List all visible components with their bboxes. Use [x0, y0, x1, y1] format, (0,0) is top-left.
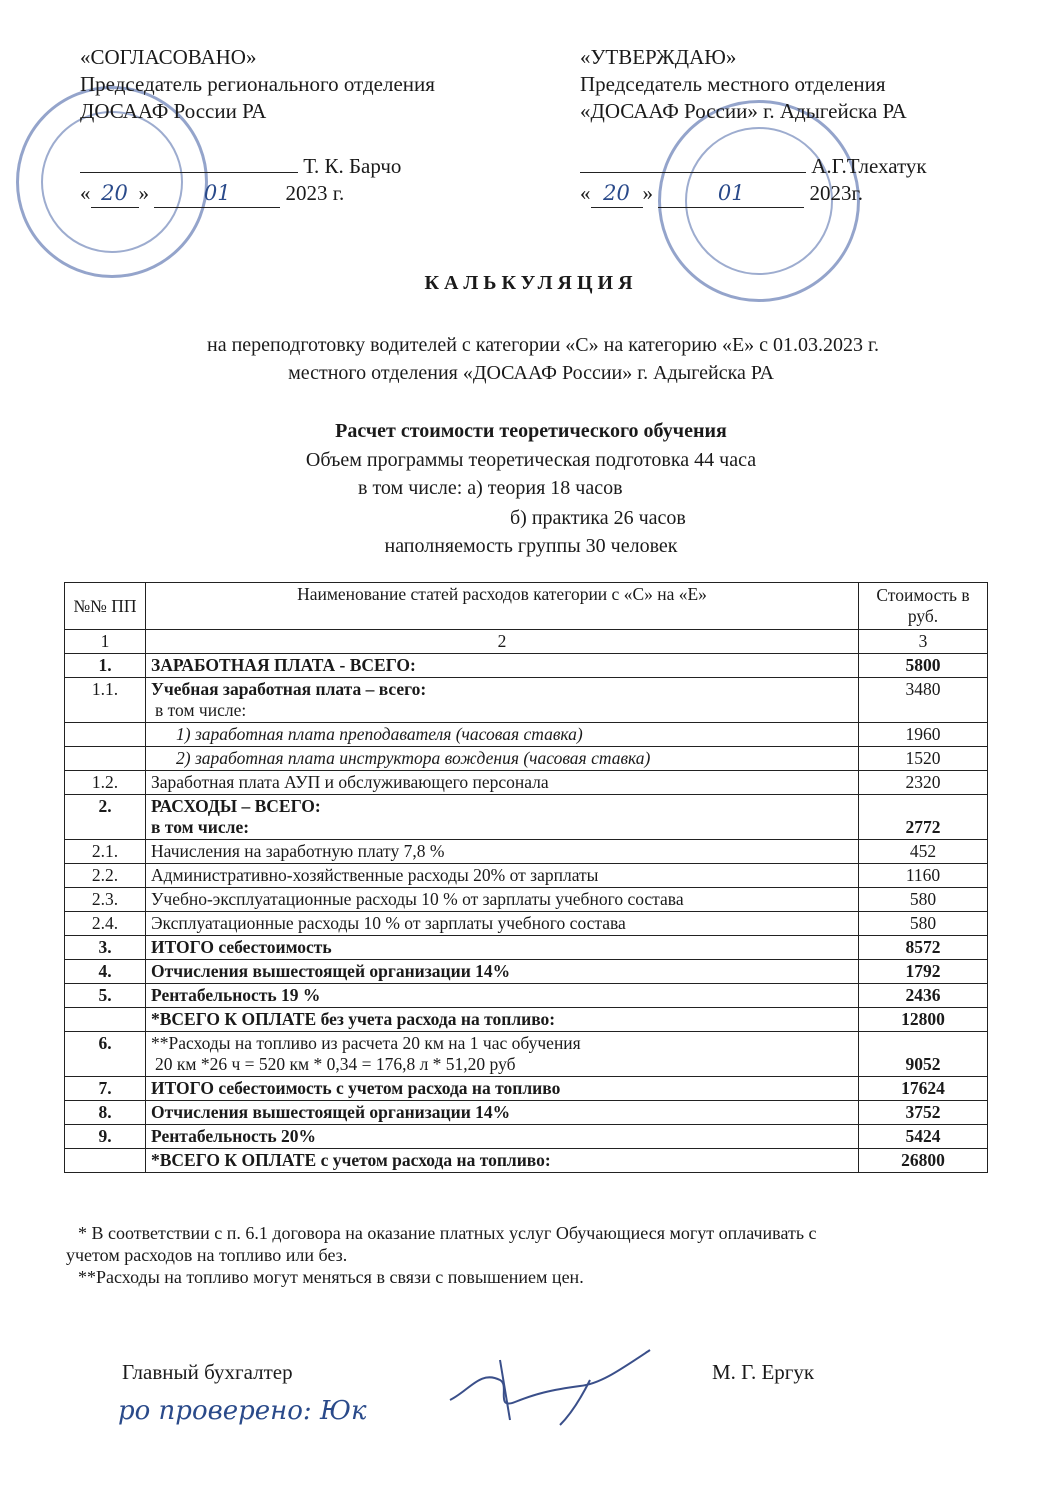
- approve-date-row: « 20 » 01 2023г.: [580, 180, 927, 208]
- approve-block: [580, 44, 927, 208]
- chief-accountant-role: Главный бухгалтер: [122, 1360, 293, 1384]
- subtitle-line1: на переподготовку водителей с категории «С» на категорию «Е» с 01.03.2023 г.: [206, 334, 879, 356]
- table-row: 9. Рентабельность 20% 5424: [65, 1125, 988, 1149]
- agreed-date-month: 01: [154, 180, 280, 208]
- approve-date-year: 2023г.: [809, 181, 863, 205]
- table-row: 5. Рентабельность 19 % 2436: [65, 984, 988, 1008]
- footnote-2: **Расходы на топливо могут меняться в связи с повышением цен.: [78, 1267, 584, 1287]
- footnote-1-line2: учетом расходов на топливо или без.: [66, 1245, 348, 1265]
- signature-scribble: [440, 1340, 660, 1430]
- program-volume: Объем программы теоретическая подготовка 44 часа: [305, 449, 757, 471]
- table-row: 1.2. Заработная плата АУП и обслуживающего персонала 2320: [65, 771, 988, 795]
- table-row: 1) заработная плата преподавателя (часовая ставка) 1960: [65, 723, 988, 747]
- table-row: 2) заработная плата инструктора вождения (часовая ставка) 1520: [65, 747, 988, 771]
- table-row: 7. ИТОГО себестоимость с учетом расхода на топливо 17624: [65, 1077, 988, 1101]
- section-title: Расчет стоимости теоретического обучения: [335, 420, 727, 442]
- calculation-table: [64, 582, 988, 1173]
- table-row: *ВСЕГО К ОПЛАТЕ без учета расхода на топливо: 12800: [65, 1008, 988, 1032]
- approve-label: «УТВЕРЖДАЮ»: [580, 45, 737, 69]
- agreed-block: [80, 44, 435, 208]
- table-row: 8. Отчисления вышестоящей организации 14% 3752: [65, 1101, 988, 1125]
- table-row: 6. **Расходы на топливо из расчета 20 км на 1 час обучения 20 км *26 ч = 520 км * 0,34 = 176,8 л * 51,20 руб 9052: [65, 1032, 988, 1077]
- table-row: 2.4. Эксплуатационные расходы 10 % от зарплаты учебного состава 580: [65, 912, 988, 936]
- document-title: КАЛЬКУЛЯЦИЯ: [424, 272, 638, 294]
- table-row: 2. РАСХОДЫ – ВСЕГО: в том числе: 2772: [65, 795, 988, 840]
- chief-accountant-name: М. Г. Ергук: [712, 1360, 815, 1384]
- table-row: *ВСЕГО К ОПЛАТЕ с учетом расхода на топливо: 26800: [65, 1149, 988, 1173]
- agreed-signature-row: [80, 153, 435, 180]
- column-number-row: 1 2 3: [65, 630, 988, 654]
- agreed-position-line1: Председатель регионального отделения: [80, 72, 435, 96]
- footnote-1-line1: * В соответствии с п. 6.1 договора на оказание платных услуг Обучающиеся могут оплачивать с: [78, 1223, 817, 1243]
- footnotes: [66, 1222, 996, 1288]
- table-row: 3. ИТОГО себестоимость 8572: [65, 936, 988, 960]
- agreed-date-row: « 20 » 01 2023 г.: [80, 180, 435, 208]
- table-row: 1.1. Учебная заработная плата – всего: в том числе: 3480: [65, 678, 988, 723]
- header-name: Наименование статей расходов категории с «С» на «Е»: [146, 583, 859, 630]
- approve-position-line1: Председатель местного отделения: [580, 72, 886, 96]
- approve-signature-row: [580, 153, 927, 180]
- agreed-signer-name: Т. К. Барчо: [303, 154, 402, 178]
- group-size: наполняемость группы 30 человек: [384, 535, 678, 557]
- table-row: 4. Отчисления вышестоящей организации 14% 1792: [65, 960, 988, 984]
- table-row: 2.3. Учебно-эксплуатационные расходы 10 % от зарплаты учебного состава 580: [65, 888, 988, 912]
- table-row: 1. ЗАРАБОТНАЯ ПЛАТА - ВСЕГО: 5800: [65, 654, 988, 678]
- agreed-date-day: 20: [91, 180, 139, 208]
- approve-date-day: 20: [591, 180, 643, 208]
- header-num: №№ ПП: [65, 583, 146, 630]
- agreed-position-line2: ДОСААФ России РА: [80, 99, 267, 123]
- table-row: 2.2. Административно-хозяйственные расходы 20% от зарплаты 1160: [65, 864, 988, 888]
- subtitle-line2: местного отделения «ДОСААФ России» г. Адыгейска РА: [288, 362, 774, 384]
- including-practice: б) практика 26 часов: [510, 507, 686, 529]
- approve-position-line2: «ДОСААФ России» г. Адыгейска РА: [580, 99, 907, 123]
- header-cost: Стоимость в руб.: [859, 583, 988, 630]
- including-theory: в том числе: а) теория 18 часов: [358, 477, 623, 499]
- table-row: 2.1. Начисления на заработную плату 7,8 % 452: [65, 840, 988, 864]
- approve-date-month: 01: [658, 180, 804, 208]
- agreed-label: «СОГЛАСОВАНО»: [80, 45, 257, 69]
- agreed-date-year: 2023 г.: [285, 181, 345, 205]
- approve-signer-name: А.Г.Тлехатук: [811, 154, 927, 178]
- handwritten-verification-note: ро проверено: Юк: [118, 1396, 367, 1426]
- table-header-row: [65, 583, 988, 630]
